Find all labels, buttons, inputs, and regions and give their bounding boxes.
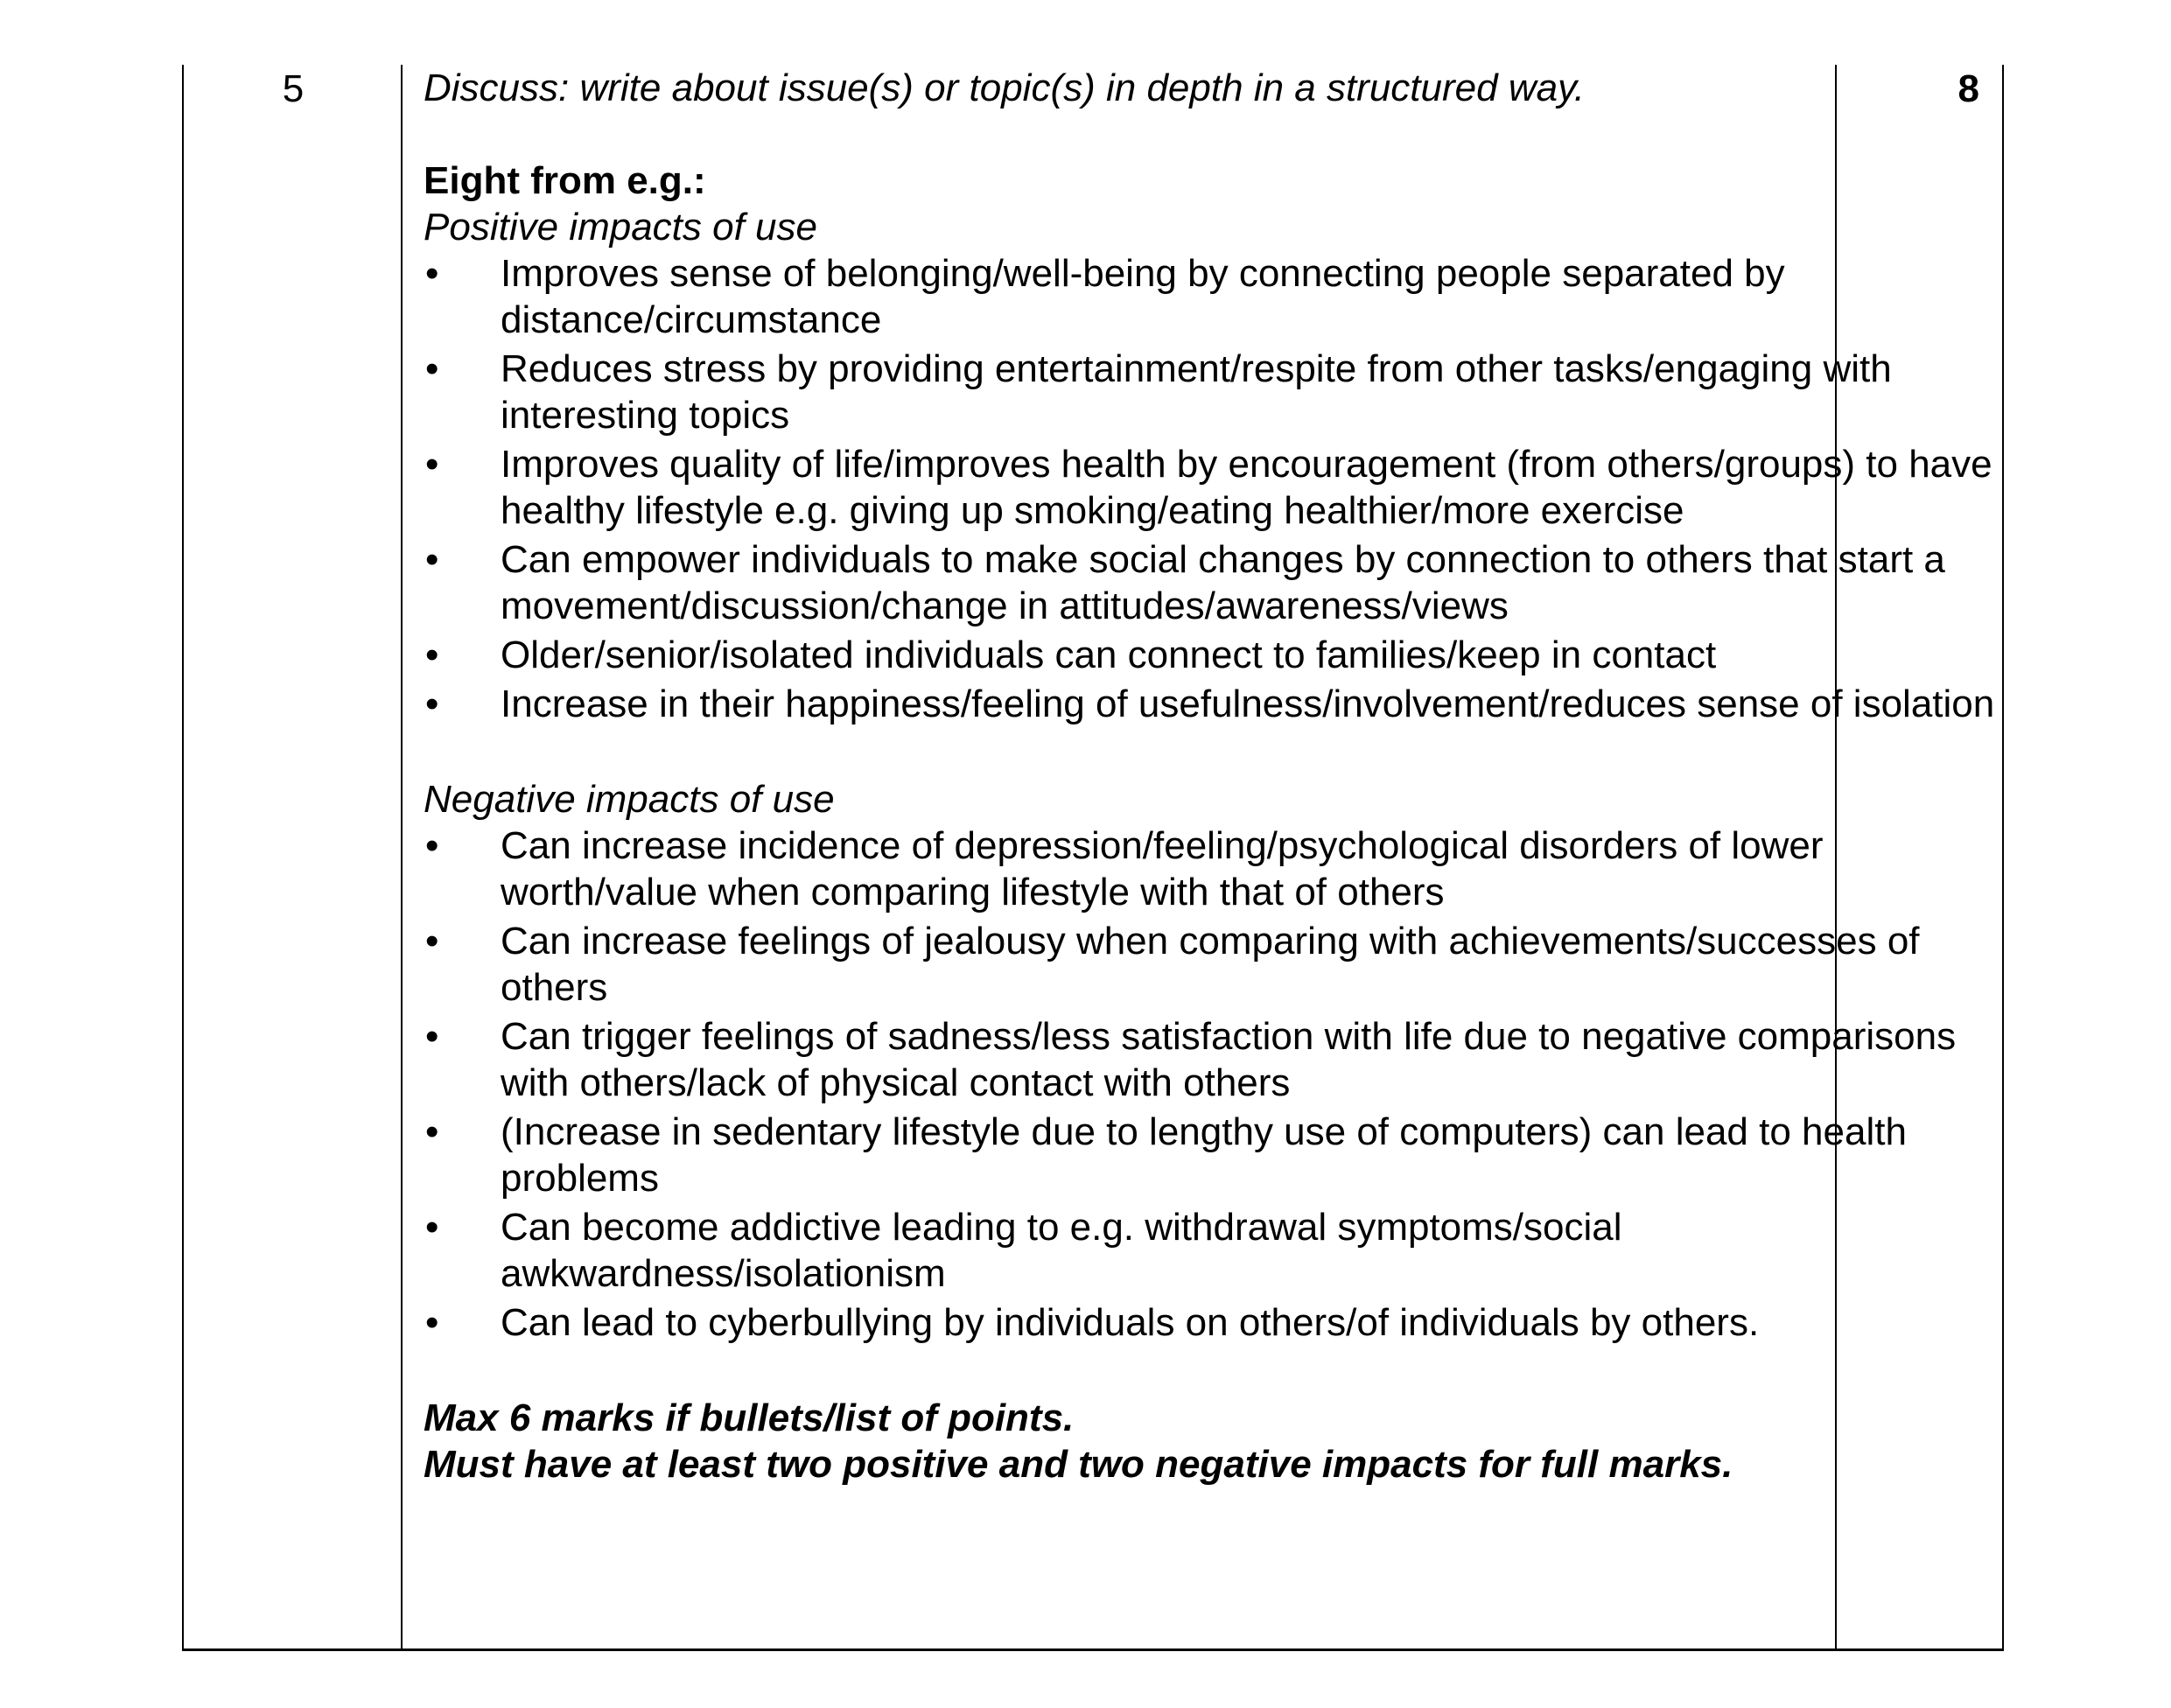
spacer bbox=[424, 730, 1999, 776]
negative-impact-item bbox=[424, 822, 1999, 915]
point-text: Can become addictive leading to e.g. withdrawal symptoms/social awkwardness/isolationism bbox=[501, 1206, 1622, 1295]
point-text: Can increase incidence of depression/feeling/psychological disorders of lower worth/value when comparing lifestyle with that of others bbox=[501, 824, 1824, 914]
mark-scheme-table bbox=[182, 65, 2004, 1651]
marks-value: 8 bbox=[1957, 67, 1979, 110]
point-text: (Increase in sedentary lifestyle due to lengthy use of computers) can lead to health problems bbox=[501, 1110, 1907, 1200]
column-divider-question bbox=[401, 65, 403, 1648]
negative-impact-item bbox=[424, 1109, 1999, 1201]
question-number: 5 bbox=[282, 67, 305, 110]
bullet-icon: • bbox=[425, 682, 439, 725]
bullet-icon: • bbox=[425, 538, 439, 581]
positive-impact-item bbox=[424, 250, 1999, 343]
point-text: Can lead to cyberbullying by individuals on others/of individuals by others. bbox=[501, 1301, 1760, 1344]
selection-heading: Eight from e.g.: bbox=[424, 159, 706, 202]
negative-impacts-heading: Negative impacts of use bbox=[424, 778, 835, 821]
bullet-icon: • bbox=[425, 1206, 439, 1249]
full-marks-requirement-note: Must have at least two positive and two negative impacts for full marks. bbox=[424, 1443, 1733, 1486]
point-text: Can empower individuals to make social changes by connection to others that start a movement/discussion/change in attitudes/awareness/views bbox=[501, 538, 1945, 627]
spacer bbox=[424, 1348, 1999, 1395]
point-text: Reduces stress by providing entertainment/respite from other tasks/engaging with interesting topics bbox=[501, 347, 1892, 437]
negative-impact-item bbox=[424, 918, 1999, 1011]
positive-impacts-list bbox=[424, 250, 1999, 727]
negative-impact-item bbox=[424, 1204, 1999, 1297]
positive-impact-item bbox=[424, 681, 1999, 727]
command-word-definition: Discuss: write about issue(s) or topic(s) in depth in a structured way. bbox=[424, 66, 1586, 109]
bullet-icon: • bbox=[425, 824, 439, 867]
positive-impact-item bbox=[424, 632, 1999, 678]
point-text: Increase in their happiness/feeling of usefulness/involvement/reduces sense of isolation bbox=[501, 682, 1995, 725]
negative-impacts-list bbox=[424, 822, 1999, 1346]
spacer bbox=[424, 111, 1999, 158]
bullet-icon: • bbox=[425, 1301, 439, 1344]
max-marks-note: Max 6 marks if bullets/list of points. bbox=[424, 1396, 1075, 1439]
bullet-icon: • bbox=[425, 634, 439, 676]
point-text: Can increase feelings of jealousy when comparing with achievements/successes of others bbox=[501, 920, 1920, 1009]
negative-impact-item bbox=[424, 1013, 1999, 1106]
point-text: Improves quality of life/improves health by encouragement (from others/groups) to have healthy lifestyle e.g. giving up smoking/eating healthier/more exercise bbox=[501, 443, 1992, 532]
positive-impact-item bbox=[424, 536, 1999, 629]
positive-impact-item bbox=[424, 441, 1999, 534]
point-text: Improves sense of belonging/well-being by connecting people separated by distance/circumstance bbox=[501, 252, 1785, 341]
positive-impact-item bbox=[424, 346, 1999, 438]
negative-impact-item bbox=[424, 1299, 1999, 1346]
bullet-icon: • bbox=[425, 443, 439, 486]
bullet-icon: • bbox=[425, 347, 439, 390]
point-text: Older/senior/isolated individuals can connect to families/keep in contact bbox=[501, 634, 1717, 676]
point-text: Can trigger feelings of sadness/less satisfaction with life due to negative comparisons with others/lack of physical contact with others bbox=[501, 1015, 1957, 1104]
positive-impacts-heading: Positive impacts of use bbox=[424, 206, 817, 248]
bullet-icon: • bbox=[425, 1015, 439, 1058]
answer-cell bbox=[424, 65, 1999, 1488]
bullet-icon: • bbox=[425, 252, 439, 295]
bullet-icon: • bbox=[425, 1110, 439, 1153]
bullet-icon: • bbox=[425, 920, 439, 962]
